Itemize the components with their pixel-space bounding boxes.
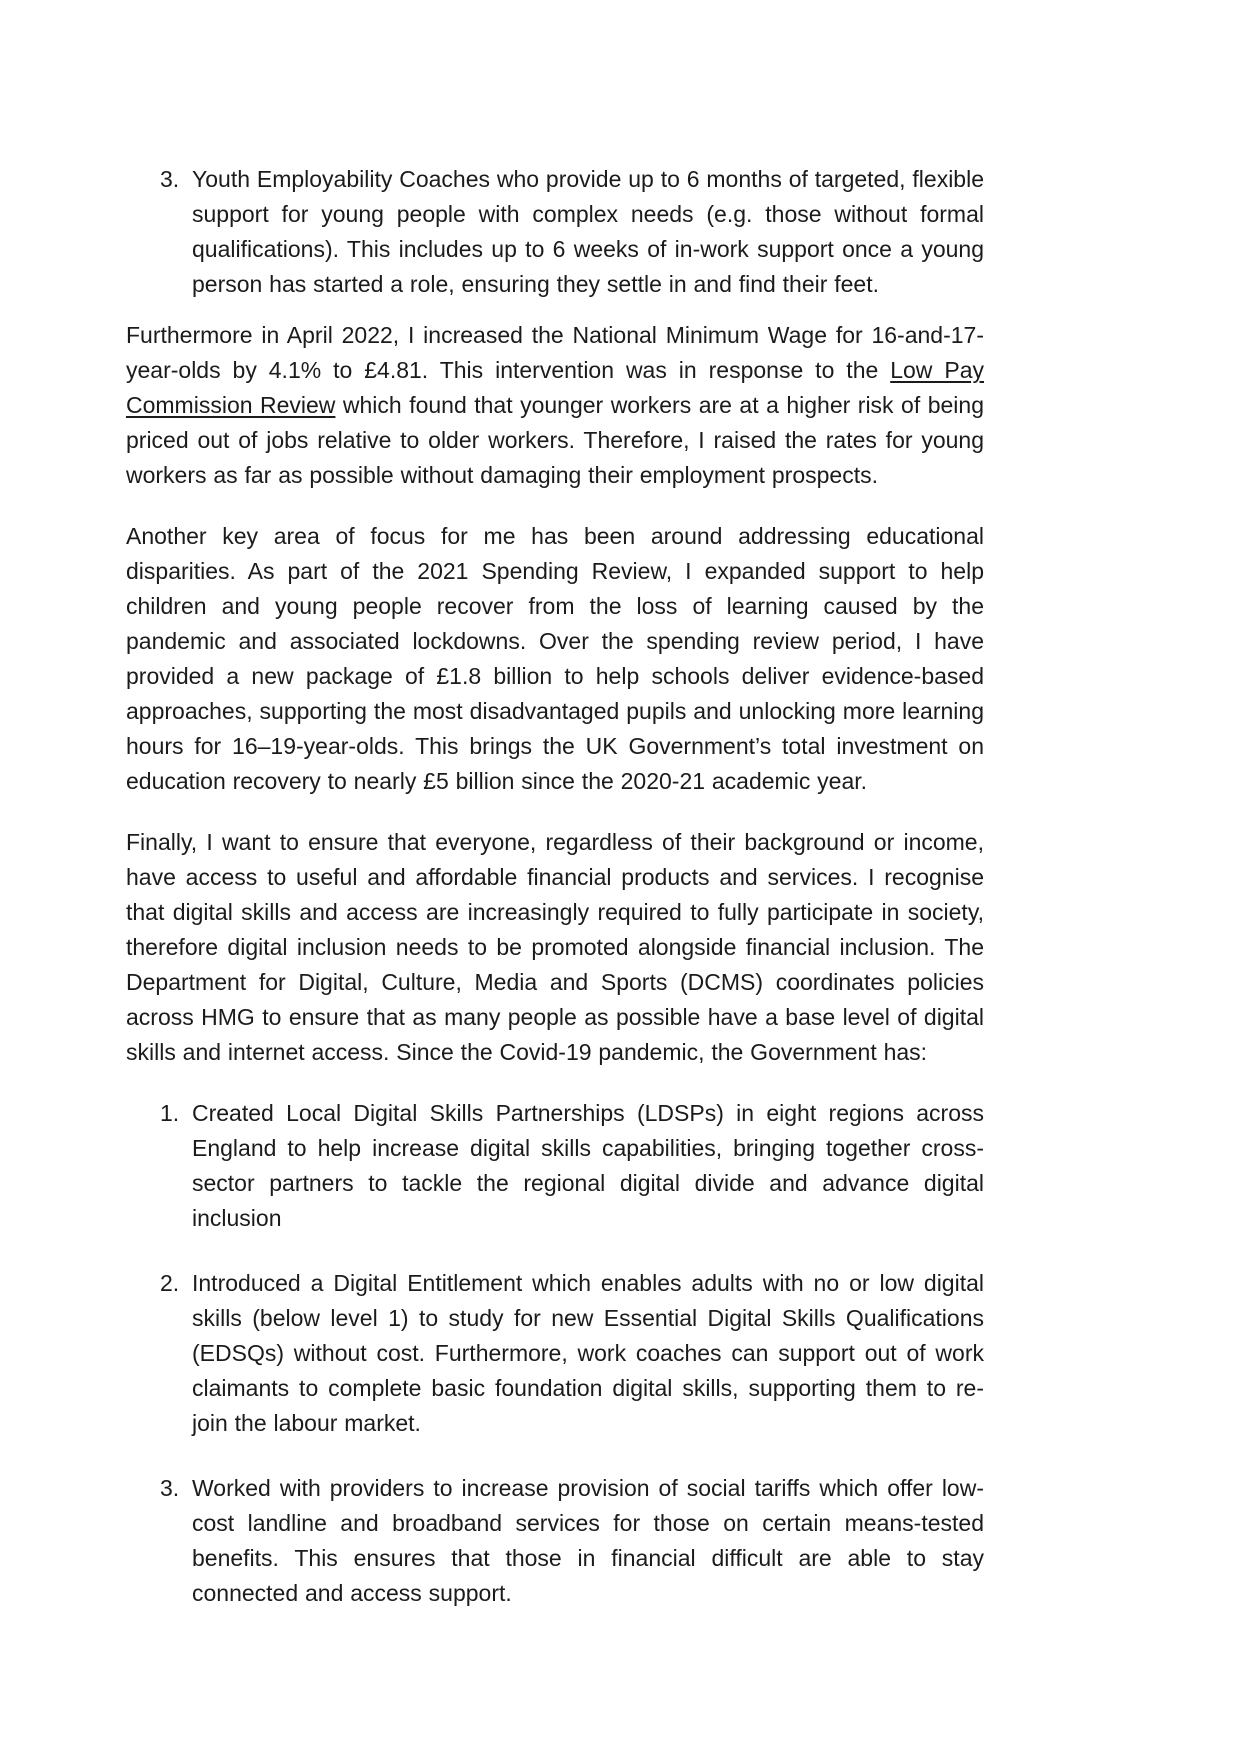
list-item-text: Introduced a Digital Entitlement which enables adults with no or low digital skills (below level 1) to study for new Essential Digital Skills Qualifications (EDSQs) without cost. Furthermore, work coaches can support out of work claimants to complete basic foundation digital skills, supporting them to re-join the labour market. — [192, 1270, 984, 1436]
paragraph-text-before-link: Furthermore in April 2022, I increased the National Minimum Wage for 16-and-17-year-olds by 4.1% to £4.81. This intervention was in response to the — [126, 322, 984, 383]
list-item-text: Youth Employability Coaches who provide up to 6 months of targeted, flexible support for young people with complex needs (e.g. those without formal qualifications). This includes up to 6 weeks of in-work support once a young person has started a role, ensuring they settle in and find their feet. — [192, 166, 984, 297]
paragraph-text-after-link: which found that younger workers are at a higher risk of being priced out of jobs relative to older workers. Therefore, I raised the rates for young workers as far as possible without damaging their employment prospects. — [126, 392, 984, 488]
list-item — [160, 1266, 984, 1441]
digital-actions-list — [126, 1096, 984, 1611]
paragraph-education-recovery: Another key area of focus for me has been around addressing educational disparities. As part of the 2021 Spending Review, I expanded support to help children and young people recover from the loss of learning caused by the pandemic and associated lockdowns. Over the spending review period, I have provided a new package of £1.8 billion to help schools deliver evidence-based approaches, supporting the most disadvantaged pupils and unlocking more learning hours for 16–19-year-olds. This brings the UK Government’s total investment on education recovery to nearly £5 billion since the 2020-21 academic year. — [126, 523, 984, 794]
list-item-number: 3. — [160, 166, 180, 192]
list-item — [160, 1096, 984, 1236]
low-pay-commission-review-link[interactable]: Low Pay Commission Review — [126, 357, 984, 418]
list-item-text: Worked with providers to increase provision of social tariffs which offer low-cost landline and broadband services for those on certain means-tested benefits. This ensures that those in financial difficult are able to stay connected and access support. — [192, 1475, 984, 1606]
paragraph-minimum-wage — [126, 318, 984, 493]
list-item — [160, 1471, 984, 1611]
paragraph-digital-inclusion: Finally, I want to ensure that everyone, regardless of their background or income, have access to useful and affordable financial products and services. I recognise that digital skills and access are increasingly required to fully participate in society, therefore digital inclusion needs to be promoted alongside financial inclusion. The Department for Digital, Culture, Media and Sports (DCMS) coordinates policies across HMG to ensure that as many people as possible have a base level of digital skills and internet access. Since the Covid-19 pandemic, the Government has: — [126, 829, 984, 1065]
list-item-number: 3. — [160, 1475, 180, 1501]
list-item-number: 1. — [160, 1100, 180, 1126]
list-item-number: 2. — [160, 1270, 180, 1296]
list-item-text: Created Local Digital Skills Partnerships (LDSPs) in eight regions across England to help increase digital skills capabilities, bringing together cross-sector partners to tackle the regional digital divide and advance digital inclusion — [192, 1100, 984, 1231]
carryover-list-item — [160, 162, 984, 302]
